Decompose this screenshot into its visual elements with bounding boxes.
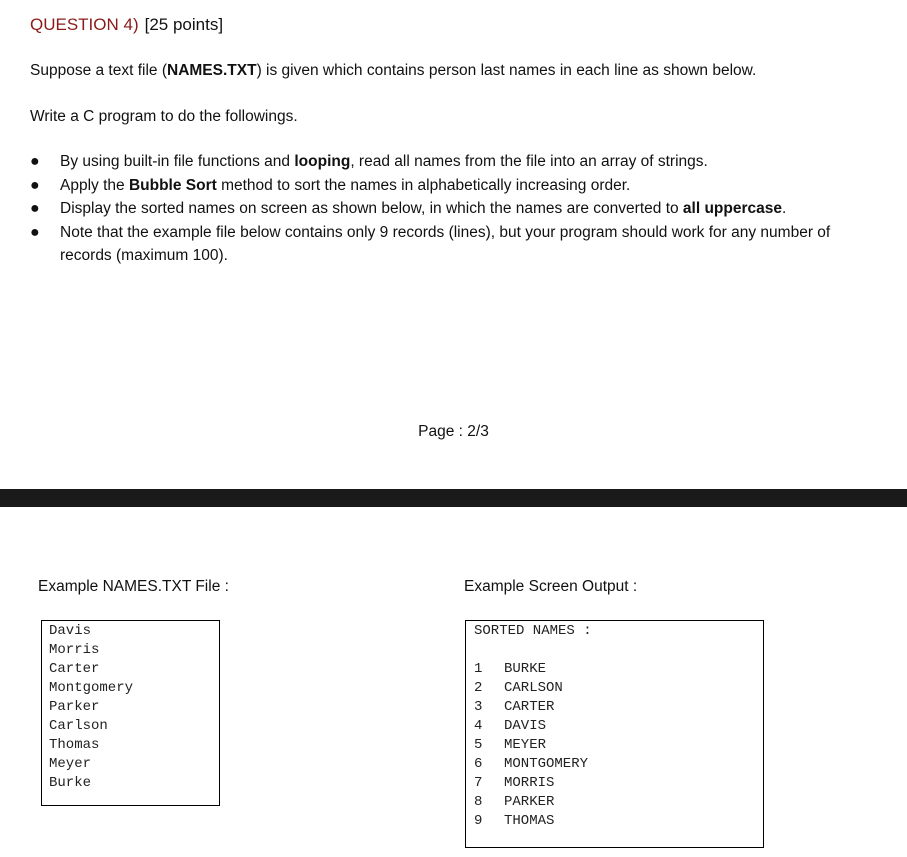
req-bold: Bubble Sort [128,176,217,194]
row-name: CARLSON [504,680,563,696]
page-number: Page : 2/3 [418,423,489,440]
bullet-icon: ● [30,153,40,170]
row-number: 5 [474,737,483,753]
file-line: Morris [49,642,100,658]
intro-paragraph [30,62,756,80]
requirement-item [30,150,870,174]
output-row [474,755,588,774]
requirement-item [30,221,870,268]
row-name: DAVIS [504,718,547,734]
output-row [474,774,554,793]
requirement-item [30,197,870,221]
req-text: By using built-in file functions and [60,153,295,170]
question-number: QUESTION 4) [30,15,139,34]
row-number: 6 [474,756,483,772]
req-bold: looping [294,153,351,170]
row-number: 1 [474,661,483,677]
output-row [474,679,563,698]
row-number: 8 [474,794,483,810]
file-line: Meyer [49,756,92,772]
row-name: BURKE [504,661,547,677]
intro-text-a: Suppose a text file ( [30,62,167,79]
file-line: Thomas [49,737,100,753]
bullet-icon: ● [30,223,40,241]
req-text: . [782,200,787,217]
req-bold: all uppercase [682,200,782,217]
example-output-box [465,620,764,848]
req-text: Note that the example file below contains only 9 records (lines), but your program should work for any number of records (maximum 100). [60,223,831,264]
req-text: Display the sorted names on screen as shown below, in which the names are converted to [60,200,683,217]
row-name: MEYER [504,737,547,753]
output-row [474,812,554,831]
req-text: , read all names from the file into an array of strings. [350,153,708,170]
row-number: 9 [474,813,483,829]
row-number: 7 [474,775,483,791]
intro-filename: NAMES.TXT [167,62,257,79]
file-line: Burke [49,775,92,791]
req-text: method to sort the names in alphabetically increasing order. [216,176,631,194]
output-row [474,717,546,736]
file-line: Montgomery [49,680,134,696]
example-output-label: Example Screen Output : [464,578,638,595]
file-line: Parker [49,699,100,715]
output-row [474,698,554,717]
intro-text-b: ) is given which contains person last names in each line as shown below. [256,62,757,79]
row-number: 4 [474,718,483,734]
example-file-label: Example NAMES.TXT File : [38,578,229,595]
example-file-box [41,620,220,806]
file-line: Davis [49,623,92,639]
bullet-icon: ● [30,176,40,194]
question-heading [30,15,223,35]
row-number: 2 [474,680,483,696]
output-row [474,660,546,679]
req-text: Apply the [60,176,129,194]
requirement-item [30,174,870,198]
question-points: [25 points] [144,15,224,34]
row-name: PARKER [504,794,555,810]
output-row [474,793,554,812]
requirements-list [30,150,870,268]
task-paragraph: Write a C program to do the followings. [30,108,298,125]
row-number: 3 [474,699,483,715]
page-divider [0,489,907,507]
output-header: SORTED NAMES : [474,623,592,639]
row-name: THOMAS [504,813,555,829]
row-name: MORRIS [504,775,555,791]
file-line: Carter [49,661,100,677]
row-name: MONTGOMERY [504,756,589,772]
bullet-icon: ● [30,200,40,217]
file-line: Carlson [49,718,108,734]
row-name: CARTER [504,699,555,715]
output-row [474,736,546,755]
